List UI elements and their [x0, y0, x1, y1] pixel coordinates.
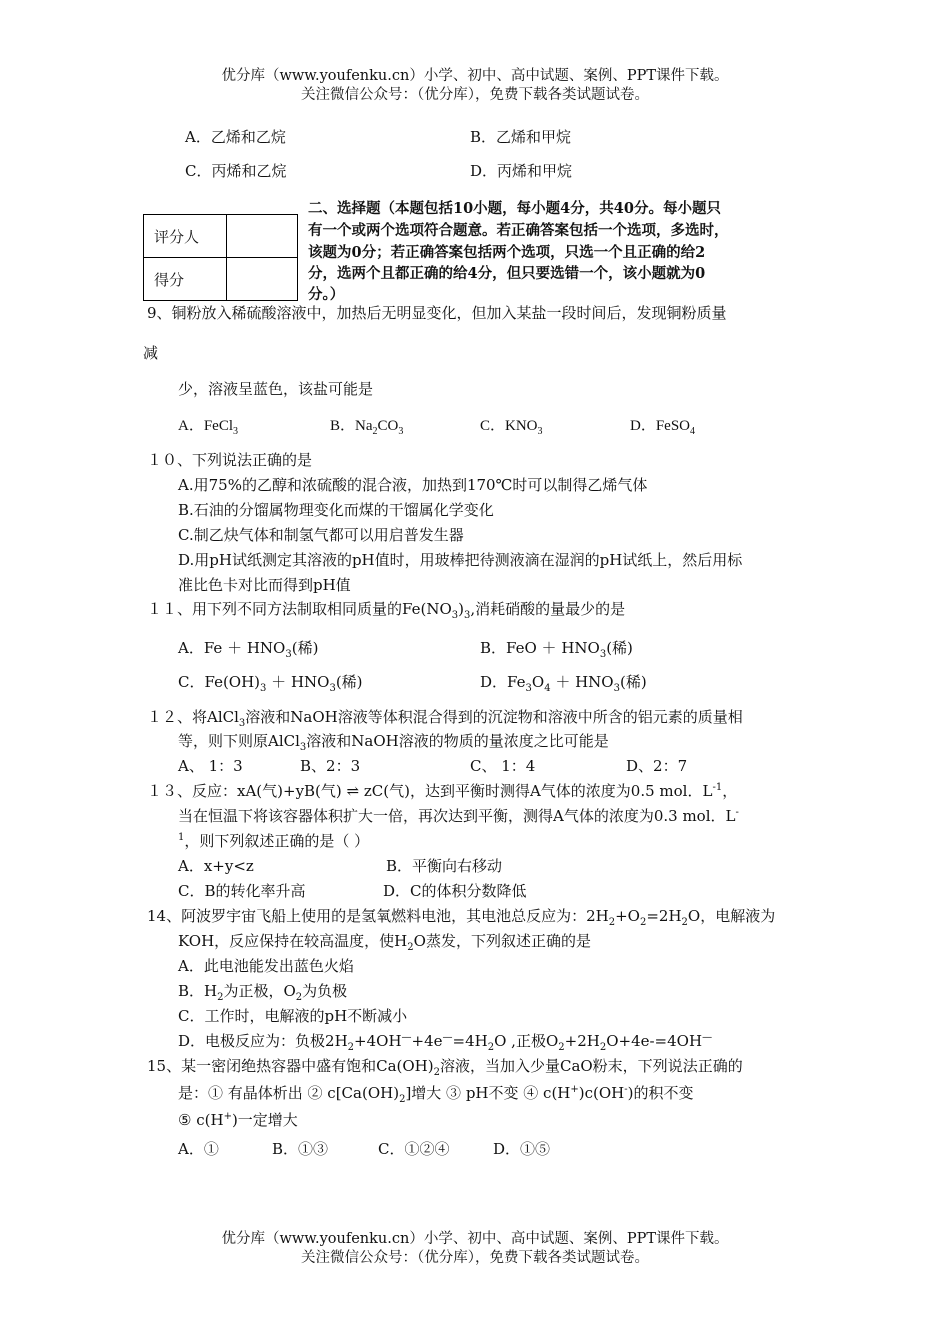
section2-line-4: 分，选两个且都正确的给4分，但只要选错一个，该小题就为0: [308, 265, 706, 282]
grader-label: 评分人: [144, 215, 227, 258]
section2-line-2: 有一个或两个选项符合题意。若正确答案包括一个选项，多选时，: [308, 222, 729, 239]
q10-option-d-line-2: 准比色卡对比而得到pH值: [178, 576, 351, 594]
header-line-1: 优分库（www.youfenku.cn）小学、初中、高中试题、案例、PPT课件下载。: [221, 68, 729, 84]
q9-option-a: A．FeCl$_3$: [178, 418, 239, 437]
section2-line-3: 该题为0分；若正确答案包括两个选项，只选一个且正确的给2: [308, 244, 706, 261]
q9-stem-line-3: 少，溶液呈蓝色，该盐可能是: [178, 380, 374, 398]
q12-option-c: C、 1：4: [470, 757, 536, 775]
q15-stem-line-3: ⑤ c(H+)一定增大: [178, 1111, 298, 1129]
q12-stem-line-2: 等，则下则原AlCl$_3$溶液和NaOH溶液的物质的量浓度之比可能是: [178, 732, 609, 753]
q9-option-d: D．FeSO$_4$: [630, 418, 696, 437]
q14-option-a: A．此电池能发出蓝色火焰: [178, 957, 354, 975]
q13-option-c: C．B的转化率升高: [178, 882, 306, 900]
q15-stem-line-1: 15、某一密闭绝热容器中盛有饱和$Ca(OH)_2$溶液，当加入少量CaO粉末，下列说法正确的: [147, 1057, 743, 1078]
q11-option-c: C．$Fe(OH)_3 + HNO_3$(稀): [178, 673, 363, 694]
q10-option-c: C.制乙炔气体和制氢气都可以用启普发生器: [178, 526, 464, 544]
q13-option-a: A．x+y<z: [178, 857, 254, 875]
q12-option-a: A、 1：3: [178, 757, 243, 775]
q10-option-d-line-1: D.用pH试纸测定其溶液的pH值时，用玻棒把待测液滴在湿润的pH试纸上，然后用标: [178, 551, 743, 569]
header-line-2: 关注微信公众号：（优分库），免费下载各类试题试卷。: [301, 87, 649, 103]
q13-stem-line-3: $^1$，则下列叙述正确的是（ ）: [178, 832, 370, 850]
q9-option-b: B．$Na_2CO_3$: [330, 418, 404, 437]
q14-option-c: C．工作时，电解液的pH不断减小: [178, 1007, 408, 1025]
section2-line-5: 分。）: [308, 286, 345, 303]
q13-stem-line-2: 当在恒温下将该容器体积扩大一倍，再次达到平衡，测得A气体的浓度为0.3 mol．L-: [178, 807, 739, 825]
q13-stem-line-1: １３、反应：xA(气)+yB(气) ⇌ zC(气)，达到平衡时测得A气体的浓度为0.5 mol．$L^{-1}$，: [147, 782, 738, 800]
q12-stem-line-1: １２、将AlCl$_3$溶液和NaOH溶液等体积混合得到的沉淀物和溶液中所含的铝元素的质量相: [147, 708, 743, 729]
q10-option-b: B.石油的分馏属物理变化而煤的干馏属化学变化: [178, 501, 494, 519]
q10-stem: １０、下列说法正确的是: [147, 451, 313, 469]
q13-option-b: B．平衡向右移动: [386, 857, 503, 875]
q8-option-d: D．丙烯和甲烷: [470, 162, 573, 180]
q11-stem: １１、用下列不同方法制取相同质量的$Fe(NO_3)_3$,消耗硝酸的量最少的是: [147, 600, 626, 621]
score-table: [143, 214, 298, 301]
q12-option-b: B、2：3: [300, 757, 361, 775]
q14-option-b: B．$H_2$为正极，$O_2$为负极: [178, 982, 348, 1003]
q13-option-d: D．C的体积分数降低: [383, 882, 527, 900]
q9-stem-line-2: 减: [143, 344, 159, 362]
q15-option-c: C．①②④: [378, 1140, 450, 1158]
q12-option-d: D、2：7: [626, 757, 688, 775]
q9-option-c: C．$KNO_3$: [480, 418, 543, 437]
q15-stem-line-2: 是：① 有晶体析出 ② $c[Ca(OH)_2]$增大 ③ pH不变 ④ c(H+)c(OH-)的积不变: [178, 1084, 694, 1105]
q14-option-d: D．电极反应为：负极$2H_2+4OH^—+4e^—=4H_2O$ ,正极$O_2+2H_2O+4e-=4OH^—$: [178, 1032, 713, 1053]
q8-option-c: C．丙烯和乙烷: [185, 162, 287, 180]
q9-stem-line-1: 9、铜粉放入稀硫酸溶液中，加热后无明显变化，但加入某盐一段时间后，发现铜粉质量: [147, 304, 727, 322]
q14-stem-line-2: KOH，反应保持在较高温度，使$H_2O$蒸发，下列叙述正确的是: [178, 932, 591, 953]
footer-line-2: 关注微信公众号：（优分库），免费下载各类试题试卷。: [301, 1250, 649, 1266]
score-cell: [227, 258, 298, 301]
q8-option-a: A．乙烯和乙烷: [185, 128, 286, 146]
q8-option-b: B．乙烯和甲烷: [470, 128, 572, 146]
q11-option-a: A．$Fe + HNO_3$(稀): [178, 639, 319, 660]
q15-option-d: D．①⑤: [493, 1140, 551, 1158]
score-label: 得分: [144, 258, 227, 301]
q11-option-d: D．$Fe_3O_4 + HNO_3$(稀): [480, 673, 647, 694]
footer-line-1: 优分库（www.youfenku.cn）小学、初中、高中试题、案例、PPT课件下载。: [221, 1231, 729, 1247]
q14-stem-line-1: 14、阿波罗宇宙飞船上使用的是氢氧燃料电池，其电池总反应为：$2H_2+O_2=2H_2O$，电解液为: [147, 907, 776, 928]
q11-option-b: B．FeO ＋ $HNO_3$(稀): [480, 639, 633, 660]
q10-option-a: A.用75%的乙醇和浓硫酸的混合液，加热到170℃时可以制得乙烯气体: [178, 476, 648, 494]
q15-option-b: B．①③: [272, 1140, 329, 1158]
section2-line-1: 二、选择题（本题包括10小题，每小题4分，共40分。每小题只: [308, 200, 721, 217]
q15-option-a: A．①: [178, 1140, 219, 1158]
grader-cell: [227, 215, 298, 258]
